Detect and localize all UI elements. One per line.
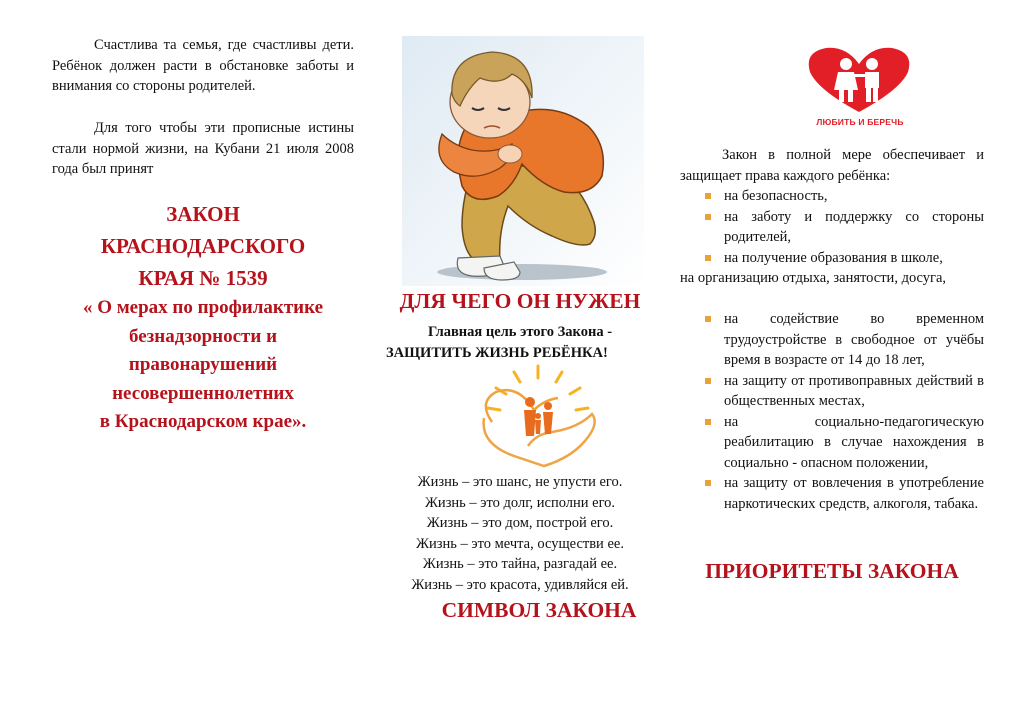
list-item-text: на защиту от противоправных действий в общественных местах, (724, 372, 984, 409)
list-item-text: на защиту от вовлечения в употребление наркотических средств, алкоголя, табака. (724, 475, 984, 512)
list-item (680, 207, 984, 248)
law-title-line: ЗАКОН (166, 202, 240, 226)
law-title (52, 199, 354, 293)
red-heart-children-logo-icon (806, 46, 912, 114)
sad-child-illustration-icon (402, 36, 644, 286)
law-symbol-heading: СИМВОЛ ЗАКОНА (441, 598, 637, 622)
poem-line: Жизнь – это мечта, осуществи ее. (416, 535, 624, 552)
orange-bullet-icon (705, 316, 711, 322)
protect-child-line: ЗАЩИТИТЬ ЖИЗНЬ РЕБЁНКА! (386, 345, 608, 361)
orange-bullet-icon (705, 255, 711, 261)
right-column (680, 0, 984, 724)
poem-line: Жизнь – это красота, удивляйся ей. (411, 576, 629, 593)
left-column (52, 0, 354, 724)
list-item-text: на заботу и поддержку со стороны родителей, (724, 208, 984, 245)
law-subtitle-line: « О мерах по профилактике (82, 297, 324, 318)
intro-paragraph-1: Счастлива та семья, где счастливы дети. Ребёнок должен расти в обстановке заботы и внимания со стороны родителей. (52, 37, 354, 94)
list-item (680, 371, 984, 412)
poem-line: Жизнь – это тайна, разгадай ее. (422, 556, 618, 573)
why-needed-heading: ДЛЯ ЧЕГО ОН НУЖЕН (399, 289, 641, 313)
law-priorities-heading: ПРИОРИТЕТЫ ЗАКОНА (705, 559, 959, 583)
poem (372, 472, 668, 596)
list-item-text: на безопасность, (724, 188, 828, 204)
list-item-text: на получение образования в школе, (724, 249, 943, 266)
leisure-continuation: на организацию отдыха, занятости, досуга, (680, 270, 947, 286)
law-title-line: КРАЯ № 1539 (138, 266, 268, 290)
list-item (680, 473, 984, 514)
law-title-line: КРАСНОДАРСКОГО (100, 234, 306, 258)
poem-line: Жизнь – это шанс, не упусти его. (417, 474, 623, 490)
law-subtitle (52, 294, 354, 437)
poem-line: Жизнь – это дом, построй его. (426, 515, 614, 532)
logo-caption: ЛЮБИТЬ И БЕРЕЧЬ (816, 117, 904, 127)
rights-intro: Закон в полной мере обеспечивает и защищает права каждого ребёнка: (680, 147, 984, 184)
list-item (680, 309, 984, 371)
middle-column (372, 0, 668, 724)
list-item (680, 186, 984, 207)
list-item-text: на социально-педагогическую реабилитацию в случае нахождения в социально - опасном положении, (724, 413, 984, 471)
orange-bullet-icon (705, 193, 711, 199)
law-subtitle-line: в Краснодарском крае». (99, 411, 307, 432)
orange-bullet-icon (705, 480, 711, 486)
list-item-text: на содействие во временном трудоустройстве в свободное от учёбы время в возрасте от 14 до 18 лет, (724, 311, 984, 368)
sun-heart-family-logo-icon (474, 362, 602, 468)
rights-list-2 (680, 309, 984, 514)
law-subtitle-line: несовершеннолетних (112, 382, 294, 404)
main-goal-line: Главная цель этого Закона - (428, 324, 613, 340)
list-item (680, 412, 984, 474)
poem-line: Жизнь – это долг, исполни его. (424, 494, 616, 511)
intro-paragraph-2: Для того чтобы эти прописные истины стали нормой жизни, на Кубани 21 июля 2008 года был принят (52, 120, 354, 177)
rights-list (680, 186, 984, 268)
orange-bullet-icon (705, 419, 711, 425)
list-item (680, 248, 984, 269)
law-subtitle-line: правонарушений (128, 354, 278, 375)
orange-bullet-icon (705, 214, 711, 220)
law-subtitle-line: безнадзорности и (128, 325, 278, 347)
orange-bullet-icon (705, 378, 711, 384)
